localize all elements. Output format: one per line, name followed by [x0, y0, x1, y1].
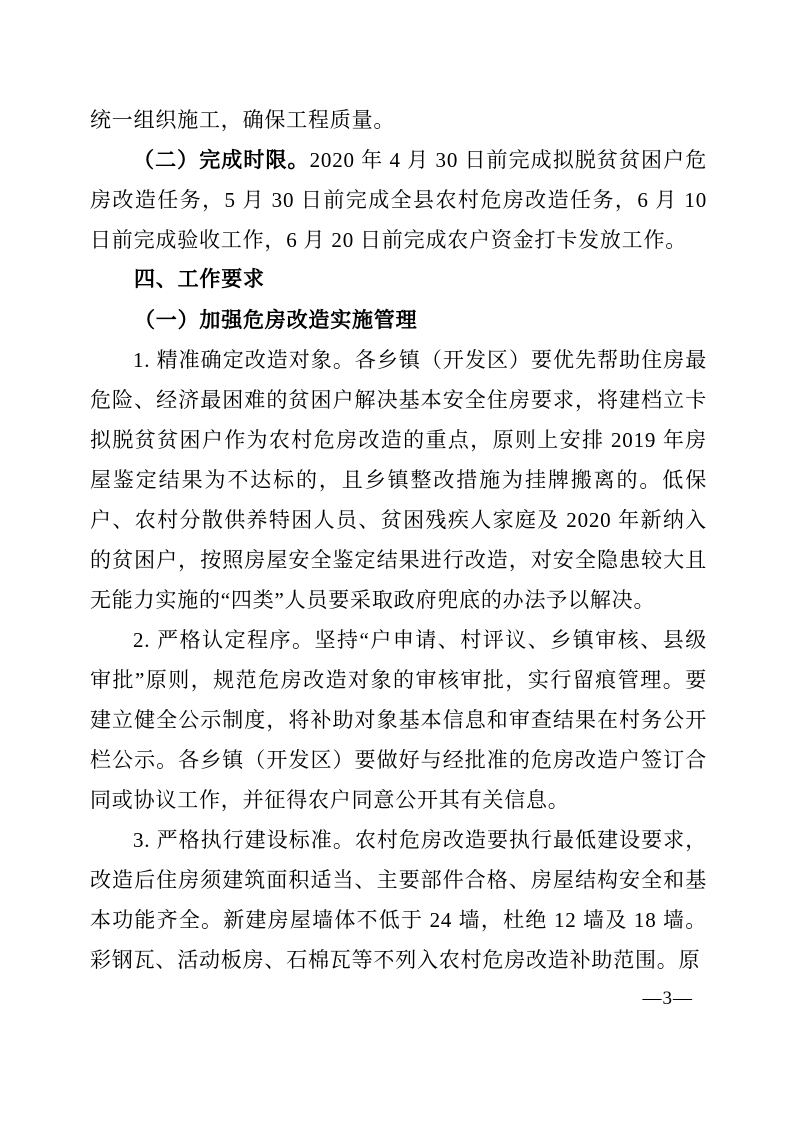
- document-body: [90, 100, 707, 980]
- paragraph-deadline: [90, 140, 707, 260]
- subsection-heading-strengthen-management: （一）加强危房改造实施管理: [134, 308, 418, 332]
- paragraph-3-construction-standards: 3. 严格执行建设标准。农村危房改造要执行最低建设要求，改造后住房须建筑面积适当、主要部件合格、房屋结构安全和基本功能齐全。新建房屋墙体不低于 24 墙，杜绝 12 墙及 18 墙。彩钢瓦、活动板房、石棉瓦等不列入农村危房改造补助范围。原: [90, 828, 707, 972]
- page-number: —3—: [642, 988, 693, 1009]
- section-heading-work-requirements: 四、工作要求: [134, 268, 265, 291]
- paragraph-2-strict-procedure: 2. 严格认定程序。坚持“户申请、村评议、乡镇审核、县级审批”原则，规范危房改造对象的审核审批，实行留痕管理。要建立健全公示制度，将补助对象基本信息和审查结果在村务公开栏公示。各乡镇（开发区）要做好与经批准的危房改造户签订合同或协议工作，并征得农户同意公开其有关信息。: [90, 628, 707, 812]
- paragraph-deadline-lead: （二）完成时限。: [133, 148, 310, 172]
- continuation-paragraph: 统一组织施工，确保工程质量。: [90, 108, 396, 132]
- paragraph-deadline-text: 2020 年 4 月 30 日前完成拟脱贫贫困户危房改造任务，5 月 30 日前完成全县农村危房改造任务，6 月 10 日前完成验收工作，6 月 20 日前完成农户资金打卡发放工作。: [90, 148, 707, 252]
- paragraph-1-determine-targets: 1. 精准确定改造对象。各乡镇（开发区）要优先帮助住房最危险、经济最困难的贫困户解决基本安全住房要求，将建档立卡拟脱贫贫困户作为农村危房改造的重点，原则上安排 2019 年房屋鉴定结果为不达标的，且乡镇整改措施为挂牌搬离的。低保户、农村分散供养特困人员、贫困残疾人家庭及 2020 年新纳入的贫困户，按照房屋安全鉴定结果进行改造，对安全隐患较大且无能力实施的“四类”人员要采取政府兜底的办法予以解决。: [90, 348, 707, 612]
